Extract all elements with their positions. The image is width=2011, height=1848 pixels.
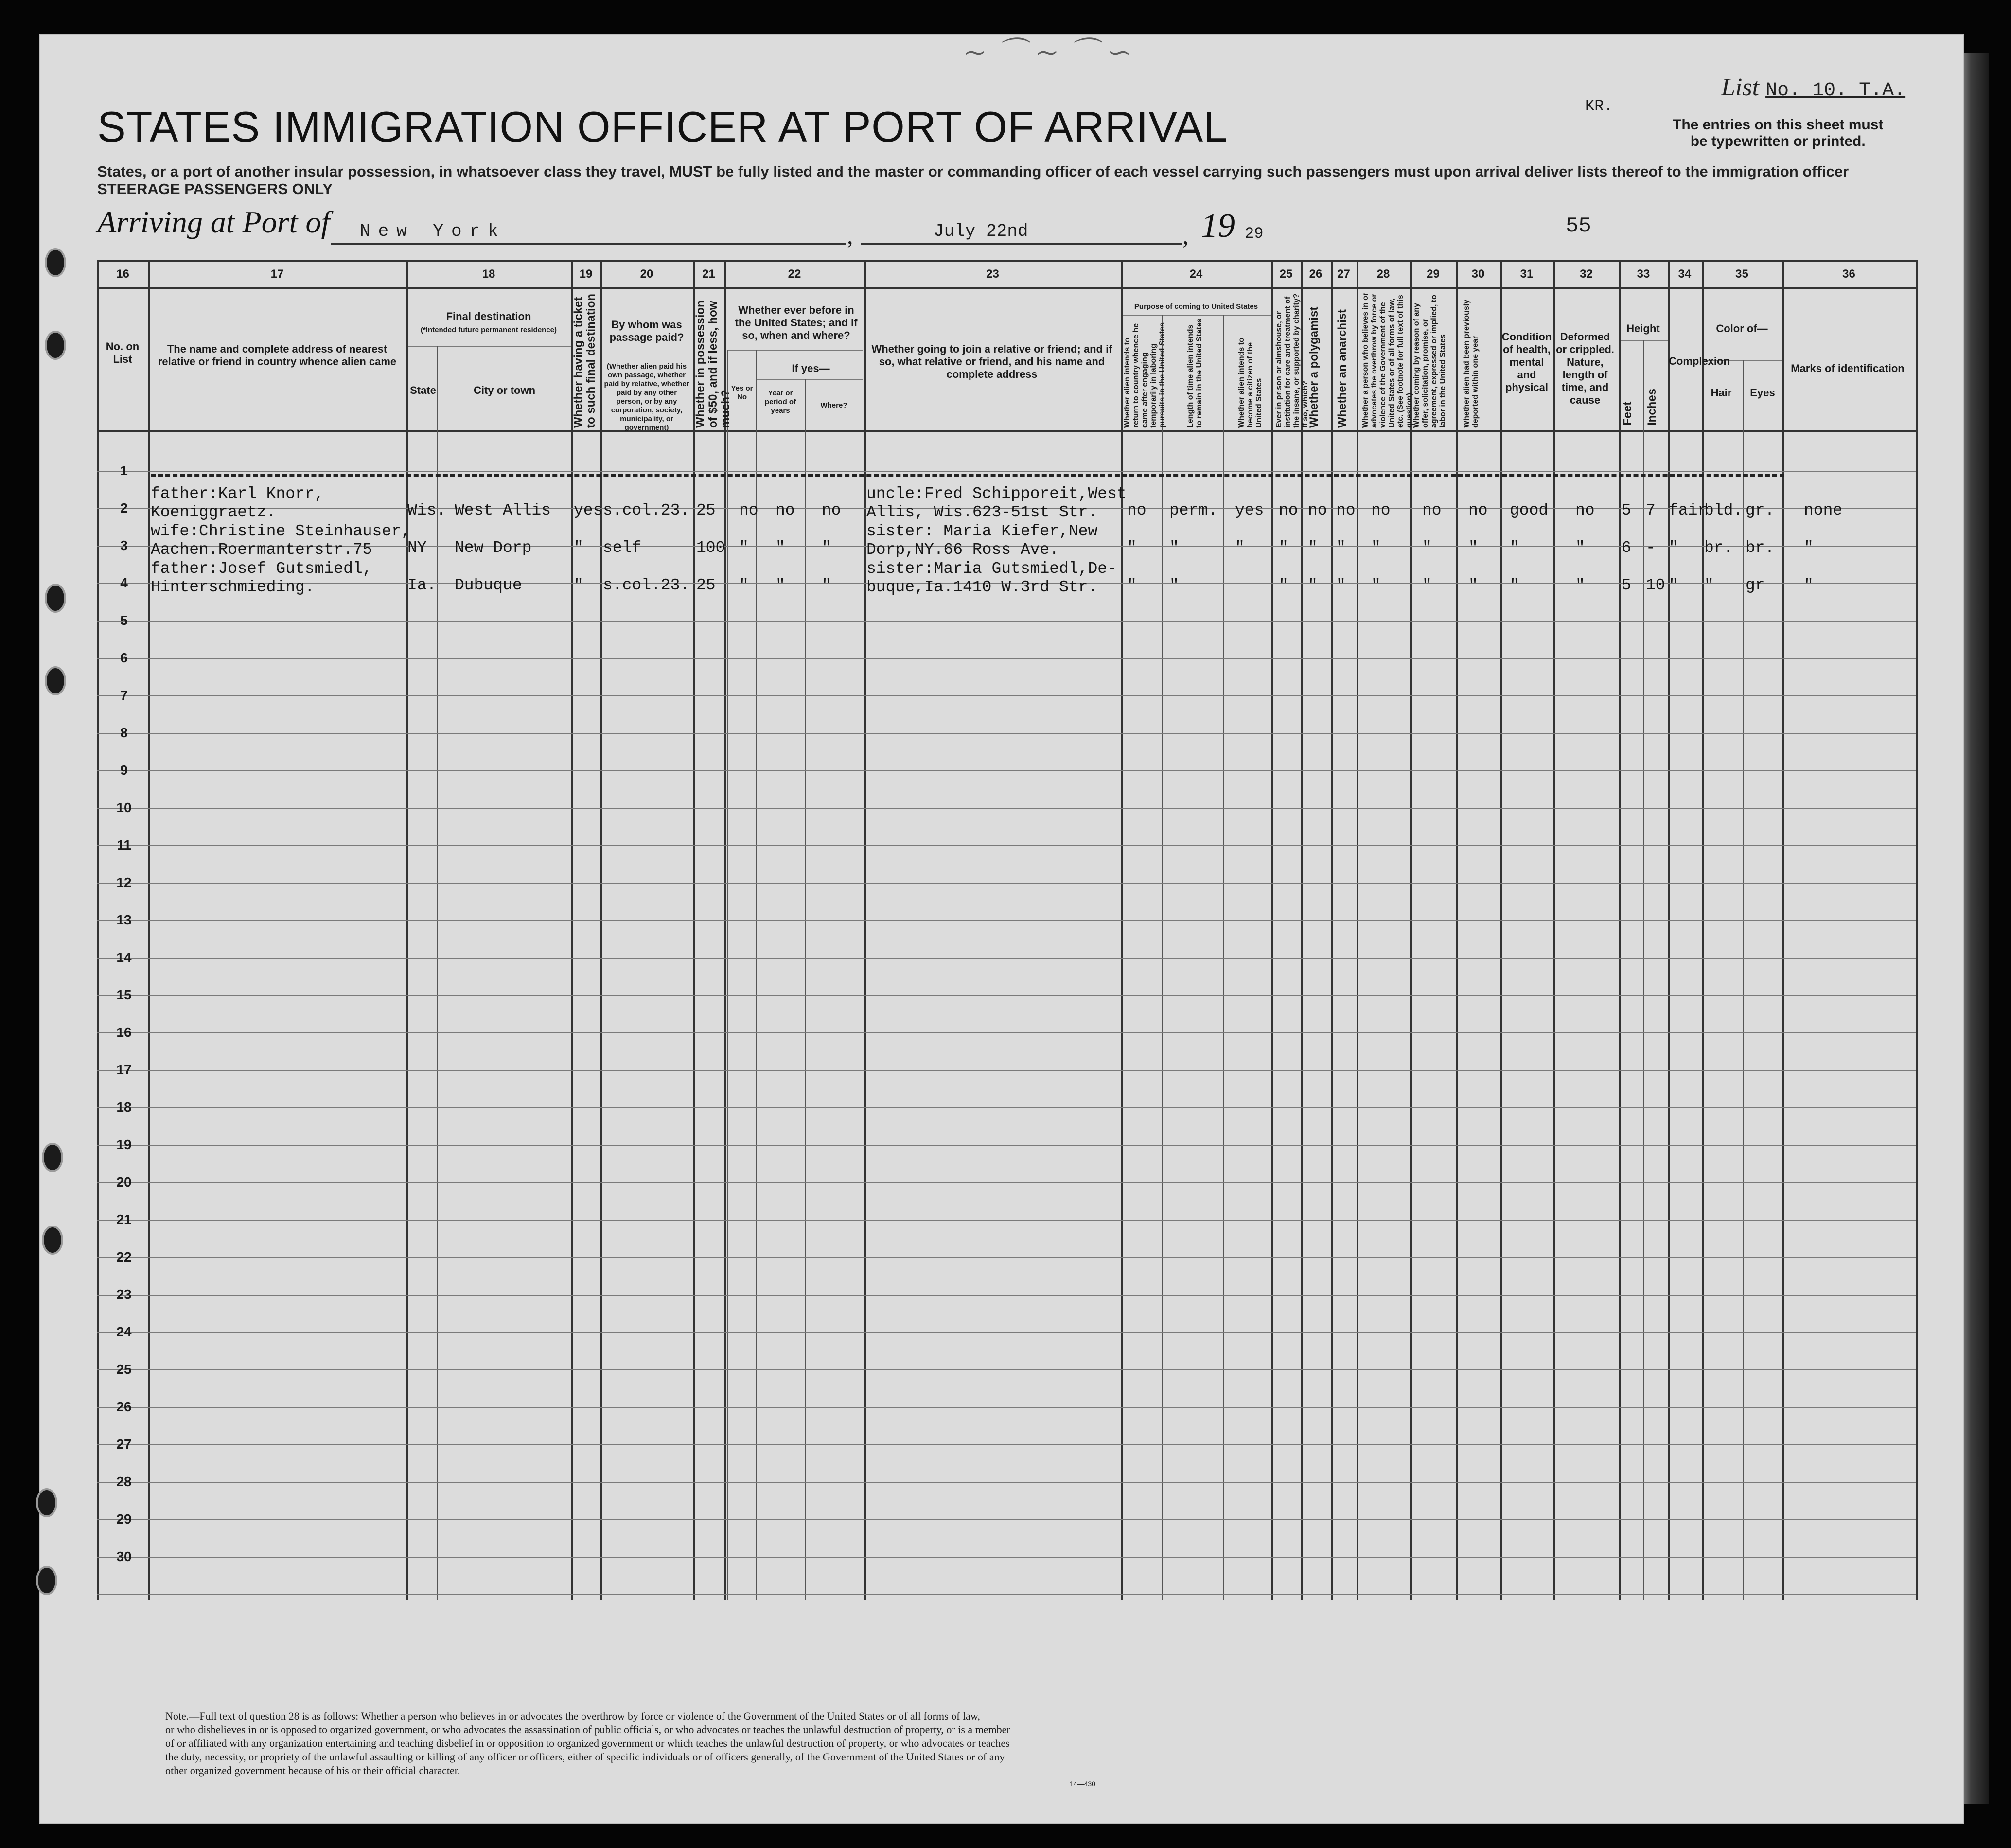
grid-vline: [1782, 260, 1784, 1600]
grid-vline: [600, 260, 602, 1600]
intro-line-2: STEERAGE PASSENGERS ONLY: [97, 180, 333, 197]
entry-feet: 6: [1622, 539, 1631, 557]
kr-mark: KR.: [1585, 97, 1613, 115]
row-number: 17: [116, 1062, 132, 1077]
punch-hole: [45, 584, 66, 613]
entry-city: Dubuque: [455, 576, 522, 594]
entry-eyes: br.: [1746, 539, 1775, 557]
list-note: [1673, 117, 1883, 150]
entry-join-1: sister: Maria Kiefer,New: [866, 522, 1098, 540]
column-number: 33: [1637, 267, 1650, 281]
entry-inches: 7: [1646, 501, 1656, 519]
col-18-city: City or town: [473, 384, 536, 396]
row-number: 26: [116, 1399, 132, 1414]
column-number: 34: [1678, 267, 1692, 281]
c24-subline: [1121, 315, 1271, 316]
grid-vline: [571, 260, 573, 1600]
sheet-number: 55: [1566, 214, 1591, 238]
column-number: 17: [270, 267, 284, 281]
entry-deported: ": [1468, 576, 1478, 594]
col-21-header: Whether in possession of $50, and if less, how much?: [694, 300, 732, 428]
col-16-header: No. on List: [106, 340, 140, 365]
form-code: 14—430: [1070, 1780, 1095, 1788]
row-number: 4: [120, 575, 128, 590]
col-23-header: Whether going to join a relative or friend; and if so, what relative or friend, and his name and complete address: [871, 343, 1112, 380]
entry-ticket: ": [574, 576, 583, 594]
handwritten-scribble: ~ ⌒ ∼ ⌒ ∽: [963, 36, 1132, 70]
grid-vline: [805, 379, 806, 1600]
entry-ticket: ": [574, 539, 583, 557]
col-29-header: Whether coming by reason of any offer, solicitation, promise, or agreement, expressed or implied, to labor in the United States: [1412, 295, 1447, 428]
row-number: 21: [116, 1212, 132, 1227]
col-30-header: Whether alien had been previously deported within one year: [1463, 299, 1480, 428]
footnote-line-2: or who disbelieves in or is opposed to organized government, or who advocates the assassination of public officials, or who advocates or teaches the unlawful destruction of property, or is a member: [165, 1724, 1010, 1736]
grid-vline: [437, 346, 438, 1600]
entry-hair: bld.: [1704, 501, 1743, 519]
row-number: 20: [116, 1174, 132, 1190]
row-line: [97, 1519, 1916, 1520]
entry-health: ": [1510, 539, 1519, 557]
entry-prison: ": [1279, 539, 1288, 557]
row-line: [97, 770, 1916, 771]
intro-line-1: States, or a port of another insular possession, in whatsoever class they travel, MUST be fully listed and the master or commanding officer of each vessel carrying such passengers must upon arrival deliver lists thereof to the immigration officer: [97, 163, 1849, 180]
column-number: 24: [1189, 267, 1203, 281]
footnote-line-4: the duty, necessity, or propriety of the unlawful assaulting or killing of any officer or officers, either of specific individuals or of officers generally, of the Government of the United States or of any: [165, 1751, 1005, 1763]
entry-join-2: buque,Ia.1410 W.3rd Str.: [866, 578, 1098, 596]
entry-prison: no: [1279, 501, 1298, 519]
grid-vline: [1456, 260, 1458, 1600]
footnote-line-5: other organized government because of his or their official character.: [165, 1764, 460, 1777]
column-number: 21: [702, 267, 715, 281]
col-34-header: Complexion: [1669, 355, 1730, 367]
entry-polygamist: ": [1308, 576, 1318, 594]
row-line: [97, 1369, 1916, 1370]
entry-money: 100: [696, 539, 725, 557]
row-number: 29: [116, 1511, 132, 1527]
entry-ticket: yes: [574, 501, 603, 519]
entry-return: ": [1127, 576, 1137, 594]
entry-join-1: uncle:Fred Schipporeit,West: [866, 485, 1127, 503]
entry-been-year: ": [776, 576, 785, 594]
port-value: New York: [360, 221, 506, 241]
row-number: 30: [116, 1549, 132, 1564]
row-line: [97, 958, 1916, 959]
footnote-line-3: of or affiliated with any organization entertaining and teaching disbelief in or opposition to organized government or which teaches the unlawful destruction of property, or who advocates or teaches: [165, 1737, 1010, 1749]
entry-c29: no: [1422, 501, 1442, 519]
col-22-year: Year or period of years: [764, 389, 796, 415]
col-20-sub: (Whether alien paid his own passage, whether paid by relative, whether paid by any other person, or by any corporation, society, municipality, or government): [604, 362, 689, 432]
year-value: 29: [1245, 225, 1264, 243]
row-number: 10: [116, 800, 132, 815]
row-number: 12: [116, 875, 132, 890]
row-number: 9: [120, 763, 128, 778]
row-line: [97, 1257, 1916, 1258]
entry-complexion: ": [1669, 576, 1678, 594]
entry-marks: ": [1804, 539, 1814, 557]
row-line: [97, 1332, 1916, 1333]
column-number: 32: [1580, 267, 1593, 281]
c22-subline: [727, 350, 863, 351]
entry-paid-by: self: [603, 539, 642, 557]
column-number: 27: [1337, 267, 1350, 281]
entry-hair: br.: [1704, 539, 1733, 557]
row-number: 18: [116, 1100, 132, 1115]
col-32-header: Deformed or crippled. Nature, length of time, and cause: [1556, 331, 1614, 406]
entry-polygamist: ": [1308, 539, 1318, 557]
entry-return: ": [1127, 539, 1137, 557]
entry-health: ": [1510, 576, 1519, 594]
entry-feet: 5: [1622, 501, 1631, 519]
col-18-state: State: [410, 384, 436, 396]
col-35-header: Color of—: [1716, 322, 1768, 335]
row-line: [97, 845, 1916, 846]
column-number: 31: [1520, 267, 1534, 281]
entry-deported: no: [1468, 501, 1488, 519]
punch-hole: [45, 331, 66, 360]
col-26-header: Whether a polygamist: [1307, 306, 1321, 428]
grid-vline: [693, 260, 695, 1600]
intro-text: [97, 163, 1849, 198]
column-number: 28: [1376, 267, 1390, 281]
entry-paid-by: s.col.23.: [603, 576, 690, 594]
table-top-line: [97, 260, 1916, 262]
col-33-inches: Inches: [1645, 388, 1658, 426]
entry-city: West Allis: [455, 501, 551, 519]
entry-money: 25: [696, 501, 716, 519]
punch-hole: [42, 1226, 63, 1255]
entry-deformed: ": [1575, 576, 1585, 594]
row-number: 28: [116, 1474, 132, 1489]
row-line: [97, 1032, 1916, 1033]
list-value: No. 10. T.A.: [1765, 80, 1906, 102]
entry-health: good: [1510, 501, 1549, 519]
row-number: 25: [116, 1362, 132, 1377]
punch-hole: [45, 666, 66, 695]
comma: ,: [1182, 222, 1189, 249]
row-line: [97, 471, 1916, 472]
entry-join-2: Dorp,NY.66 Ross Ave.: [866, 541, 1059, 559]
page-title: STATES IMMIGRATION OFFICER AT PORT OF ARRIVAL: [97, 103, 1228, 151]
col-35-hair: Hair: [1711, 387, 1732, 399]
row-number: 13: [116, 912, 132, 927]
grid-vline: [1410, 260, 1412, 1600]
col-31-header: Condition of health, mental and physical: [1501, 331, 1552, 393]
entry-inches: 10: [1646, 576, 1665, 594]
col-18-header: Final destination: [446, 310, 531, 322]
col-22-header: Whether ever before in the United States; and if so, when and where?: [735, 304, 858, 341]
entry-city: New Dorp: [455, 539, 532, 557]
col-33-header: Height: [1626, 322, 1660, 335]
column-number: 18: [482, 267, 495, 281]
col-22-where: Where?: [820, 401, 847, 409]
entry-been-before: ": [739, 576, 749, 594]
col-24-a: Whether alien intends to return to country whence he came after engaging temporarily in laboring pursuits in the United States: [1123, 322, 1166, 428]
entry-been-before: ": [739, 539, 749, 557]
row-line: [97, 695, 1916, 696]
row-number: 3: [120, 538, 128, 553]
entry-polygamist: no: [1308, 501, 1327, 519]
row-number: 11: [117, 837, 131, 853]
entry-been-before: no: [739, 501, 759, 519]
row-line: [97, 1557, 1916, 1558]
row-line: [97, 1182, 1916, 1183]
entry-anarchist: ": [1336, 539, 1346, 557]
port-underline: [331, 243, 846, 245]
entry-deformed: no: [1575, 501, 1595, 519]
row-1-cancel-line: [151, 474, 1784, 477]
row-line: [97, 621, 1916, 622]
entry-state: Ia.: [407, 576, 437, 594]
grid-vline: [724, 260, 726, 1600]
entry-eyes: gr.: [1746, 501, 1775, 519]
list-number: [1721, 73, 1905, 102]
date-value: July 22nd: [934, 221, 1028, 241]
header-bottom-line: [97, 430, 1916, 432]
row-line: [97, 808, 1916, 809]
entry-been-year: ": [776, 539, 785, 557]
grid-vline: [727, 350, 728, 1600]
grid-vline: [864, 260, 866, 1600]
row-line: [97, 1594, 1916, 1595]
list-note-line-1: The entries on this sheet must: [1673, 117, 1884, 133]
grid-vline: [1619, 260, 1621, 1600]
entry-relative-2: Koeniggraetz.: [151, 503, 276, 521]
entry-been-where: no: [822, 501, 841, 519]
entry-c28: no: [1371, 501, 1391, 519]
entry-eyes: gr: [1746, 576, 1765, 594]
column-number: 19: [579, 267, 593, 281]
row-number: 8: [120, 725, 128, 740]
col-27-header: Whether an anarchist: [1336, 309, 1349, 428]
row-number: 16: [116, 1025, 132, 1040]
punch-hole: [36, 1566, 57, 1595]
col-22-yesno: Yes or No: [731, 384, 753, 401]
colnum-line: [97, 287, 1916, 289]
row-number: 24: [116, 1324, 132, 1339]
entry-c28: ": [1371, 539, 1381, 557]
date-underline: [861, 243, 1182, 245]
grid-vline: [1500, 260, 1502, 1600]
col-18-sub: (*Intended future permanent residence): [420, 326, 557, 334]
col-24-header: Purpose of coming to United States: [1134, 302, 1258, 311]
row-number: 22: [116, 1249, 132, 1264]
list-note-line-2: be typewritten or printed.: [1690, 133, 1866, 149]
manifest-sheet: [39, 34, 1964, 1824]
entry-length: ": [1169, 539, 1179, 557]
entry-been-where: ": [822, 576, 831, 594]
entry-state: Wis.: [407, 501, 446, 519]
entry-join-1: sister:Maria Gutsmiedl,De-: [866, 560, 1117, 578]
entry-inches: -: [1646, 539, 1656, 557]
col-24-c: Whether alien intends to become a citizen of the United States: [1237, 338, 1263, 428]
grid-vline: [756, 350, 757, 1600]
entry-deported: ": [1468, 539, 1478, 557]
row-number: 15: [116, 987, 132, 1002]
grid-vline: [1643, 340, 1644, 1600]
column-number: 29: [1427, 267, 1440, 281]
comma: ,: [847, 222, 853, 249]
year-prefix: 19: [1201, 207, 1235, 245]
entry-prison: ": [1279, 576, 1288, 594]
row-line: [97, 1295, 1916, 1296]
column-number: 36: [1842, 267, 1855, 281]
grid-vline: [1121, 260, 1123, 1600]
arriving-label: Arriving at Port of: [97, 205, 330, 239]
grid-vline: [148, 260, 150, 1600]
col-19-header: Whether having a ticket to such final destination: [572, 293, 598, 428]
column-number: 20: [640, 267, 653, 281]
col-22-ifyes: If yes—: [792, 362, 830, 374]
entry-relative-2: Hinterschmieding.: [151, 578, 315, 596]
row-number: 23: [116, 1287, 132, 1302]
row-line: [97, 995, 1916, 996]
row-line: [97, 883, 1916, 884]
column-number: 23: [986, 267, 999, 281]
col-20-header: By whom was passage paid?: [609, 319, 684, 343]
entry-anarchist: no: [1336, 501, 1356, 519]
row-line: [97, 1107, 1916, 1108]
entry-c28: ": [1371, 576, 1381, 594]
entry-length: perm.: [1169, 501, 1218, 519]
row-line: [97, 1220, 1916, 1221]
row-line: [97, 658, 1916, 659]
row-line: [97, 1482, 1916, 1483]
entry-hair: ": [1704, 576, 1714, 594]
grid-vline: [1702, 260, 1704, 1600]
grid-vline: [97, 260, 99, 1600]
row-line: [97, 1070, 1916, 1071]
entry-citizen: yes: [1235, 501, 1264, 519]
entry-c29: ": [1422, 576, 1432, 594]
column-number: 35: [1735, 267, 1748, 281]
entry-relative-2: Aachen.Roermanterstr.75: [151, 541, 372, 559]
column-number: 30: [1471, 267, 1485, 281]
grid-vline: [1668, 260, 1670, 1600]
entry-deformed: ": [1575, 539, 1585, 557]
footnote: [165, 1709, 1010, 1777]
entry-anarchist: ": [1336, 576, 1346, 594]
grid-vline: [1301, 260, 1303, 1600]
row-line: [97, 1444, 1916, 1445]
col-25-header: Ever in prison or almshouse, or institution for care and treatment of the insane, or supported by charity? If so, which?: [1275, 293, 1309, 428]
row-number: 14: [116, 950, 132, 965]
col-28-header: Whether a person who believes in or advocates the overthrow by force or violence of the Government of the United States or of all forms of law, etc. (See footnote for full text of this question): [1361, 292, 1413, 428]
column-number: 26: [1309, 267, 1323, 281]
entry-complexion: ": [1669, 539, 1678, 557]
col-24-b: Length of time alien intends to remain in the United States: [1186, 318, 1203, 428]
entry-state: NY: [407, 539, 427, 557]
row-number: 19: [116, 1137, 132, 1152]
entry-marks: ": [1804, 576, 1814, 594]
footnote-line-1: Note.—Full text of question 28 is as follows: Whether a person who believes in or advocates the overthrow by force or violence of the Government of the United States or of all forms of law,: [165, 1710, 980, 1722]
row-number: 27: [116, 1437, 132, 1452]
entry-citizen: ": [1235, 539, 1245, 557]
punch-hole: [36, 1488, 57, 1517]
grid-vline: [1331, 260, 1333, 1600]
entry-relative-1: father:Karl Knorr,: [151, 485, 324, 503]
entry-c29: ": [1422, 539, 1432, 557]
punch-hole: [42, 1143, 63, 1172]
row-line: [97, 1407, 1916, 1408]
entry-complexion: fair: [1669, 501, 1708, 519]
entry-relative-1: father:Josef Gutsmiedl,: [151, 560, 372, 578]
entry-join-2: Allis, Wis.623-51st Str.: [866, 503, 1098, 521]
entry-marks: none: [1804, 501, 1843, 519]
entry-feet: 5: [1622, 576, 1631, 594]
col-17-header: The name and complete address of nearest relative or friend in country whence alien came: [158, 343, 397, 368]
entry-money: 25: [696, 576, 716, 594]
row-number: 6: [120, 650, 128, 665]
grid-vline: [1271, 260, 1273, 1600]
row-number: 2: [120, 500, 128, 515]
entry-paid-by: s.col.23.: [603, 501, 690, 519]
entry-been-year: no: [776, 501, 795, 519]
dest-subline: [406, 346, 571, 347]
column-number: 22: [788, 267, 801, 281]
entry-length: ": [1169, 576, 1179, 594]
entry-return: no: [1127, 501, 1147, 519]
entry-been-where: ": [822, 539, 831, 557]
col-33-feet: Feet: [1621, 401, 1634, 426]
row-number: 7: [120, 688, 128, 703]
entry-relative-1: wife:Christine Steinhauser,: [151, 522, 411, 540]
grid-vline: [1357, 260, 1358, 1600]
grid-vline: [1553, 260, 1555, 1600]
row-number: 1: [120, 463, 128, 478]
column-number: 16: [116, 267, 129, 281]
punch-hole: [45, 248, 66, 277]
grid-vline: [1916, 260, 1918, 1600]
col-36-header: Marks of identification: [1791, 362, 1905, 374]
column-number: 25: [1279, 267, 1293, 281]
row-line: [97, 920, 1916, 921]
row-number: 5: [120, 613, 128, 628]
grid-vline: [406, 260, 408, 1600]
row-line: [97, 1145, 1916, 1146]
col-35-eyes: Eyes: [1750, 387, 1775, 399]
c22-subline-2: [756, 379, 863, 380]
row-line: [97, 733, 1916, 734]
list-label: List: [1721, 73, 1760, 101]
